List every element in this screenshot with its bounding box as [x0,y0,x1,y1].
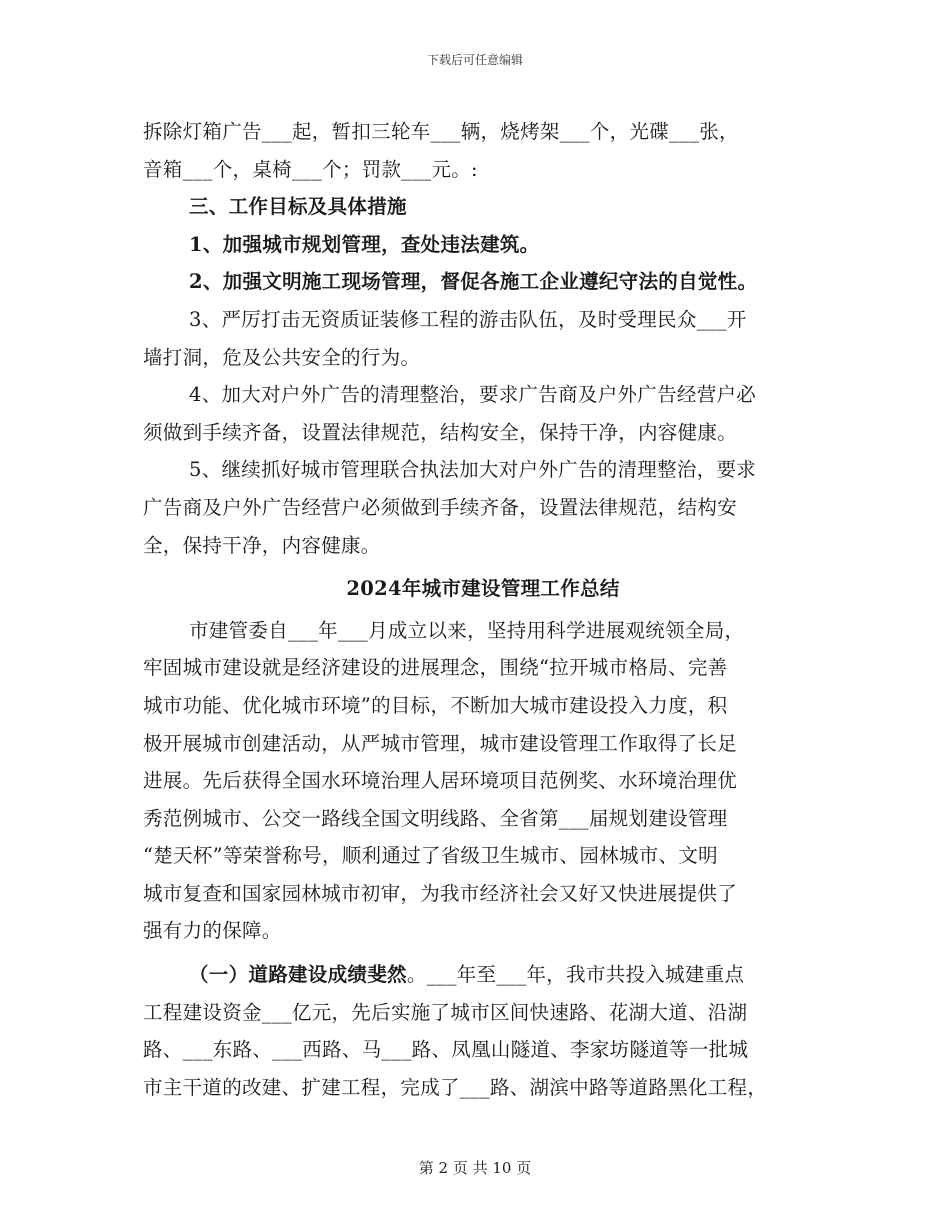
paragraph-line: 强有力的保障。 [143,919,282,943]
paragraph-text: 。___年至___年，我市共投入城建重点 [406,963,745,987]
measure-item-4: 4、加大对户外广告的清理整治，要求广告商及户外广告经营户必 [189,383,757,407]
paragraph-line: 全，保持干净，内容健康。 [143,533,381,557]
paragraph-line: 极开展城市创建活动，从严城市管理，城市建设管理工作取得了长足 [143,731,738,755]
paragraph-line: “楚天杯”等荣誉称号，顺利通过了省级卫生城市、园林城市、文明 [143,844,718,868]
measure-item-3: 3、严厉打击无资质证装修工程的游击队伍，及时受理民众___开 [189,307,747,331]
subsection-paragraph [143,956,823,994]
paragraph-line: 市建管委自___年___月成立以来，坚持用科学进展观统领全局， [189,618,745,642]
paragraph-line: 路、___东路、___西路、马___路、凤凰山隧道、李家坊隧道等一批城 [143,1038,749,1062]
measure-item-1: 1、加强城市规划管理，查处违法建筑。 [189,232,540,256]
paragraph-line: 墙打洞，危及公共安全的行为。 [143,345,421,369]
paragraph-line: 牢固城市建设就是经济建设的进展理念，围绕“拉开城市格局、完善 [143,656,728,680]
measure-item-2: 2、加强文明施工现场管理，督促各施工企业遵纪守法的自觉性。 [189,270,758,294]
paragraph-line: 工程建设资金___亿元，先后实施了城市区间快速路、花湖大道、沿湖 [143,1000,748,1024]
measure-item-5: 5、继续抓好城市管理联合执法加大对户外广告的清理整治，要求 [189,458,757,482]
paragraph-line: 音箱___个，桌椅___个；罚款___元。: [143,157,478,181]
paragraph-line: 拆除灯箱广告___起，暂扣三轮车___辆，烧烤架___个，光碟___张， [143,120,739,143]
paragraph-line: 须做到手续齐备，设置法律规范，结构安全，保持干净，内容健康。 [143,420,738,444]
subsection-heading: （一）道路建设成绩斐然 [189,963,407,987]
section-heading: 三、工作目标及具体措施 [189,195,407,219]
paragraph-line: 秀范例城市、公交一路线全国文明线路、全省第___届规划建设管理 [143,806,728,830]
document-title: 2024年城市建设管理工作总结 [346,577,620,601]
page-header: 下载后可任意编辑 [426,53,523,67]
paragraph-line: 市主干道的改建、扩建工程，完成了___路、湖滨中路等道路黑化工程， [143,1075,768,1099]
page-footer: 第 2 页 共 10 页 [418,1159,532,1177]
paragraph-line: 进展。先后获得全国水环境治理人居环境项目范例奖、水环境治理优 [143,769,738,793]
paragraph-line: 广告商及户外广告经营户必须做到手续齐备，设置法律规范，结构安 [143,495,738,519]
paragraph-line: 城市复查和国家园林城市初审，为我市经济社会又好又快进展提供了 [143,881,738,905]
paragraph-line: 城市功能、优化城市环境”的目标，不断加大城市建设投入力度，积 [143,693,728,717]
document-body [143,113,823,1106]
